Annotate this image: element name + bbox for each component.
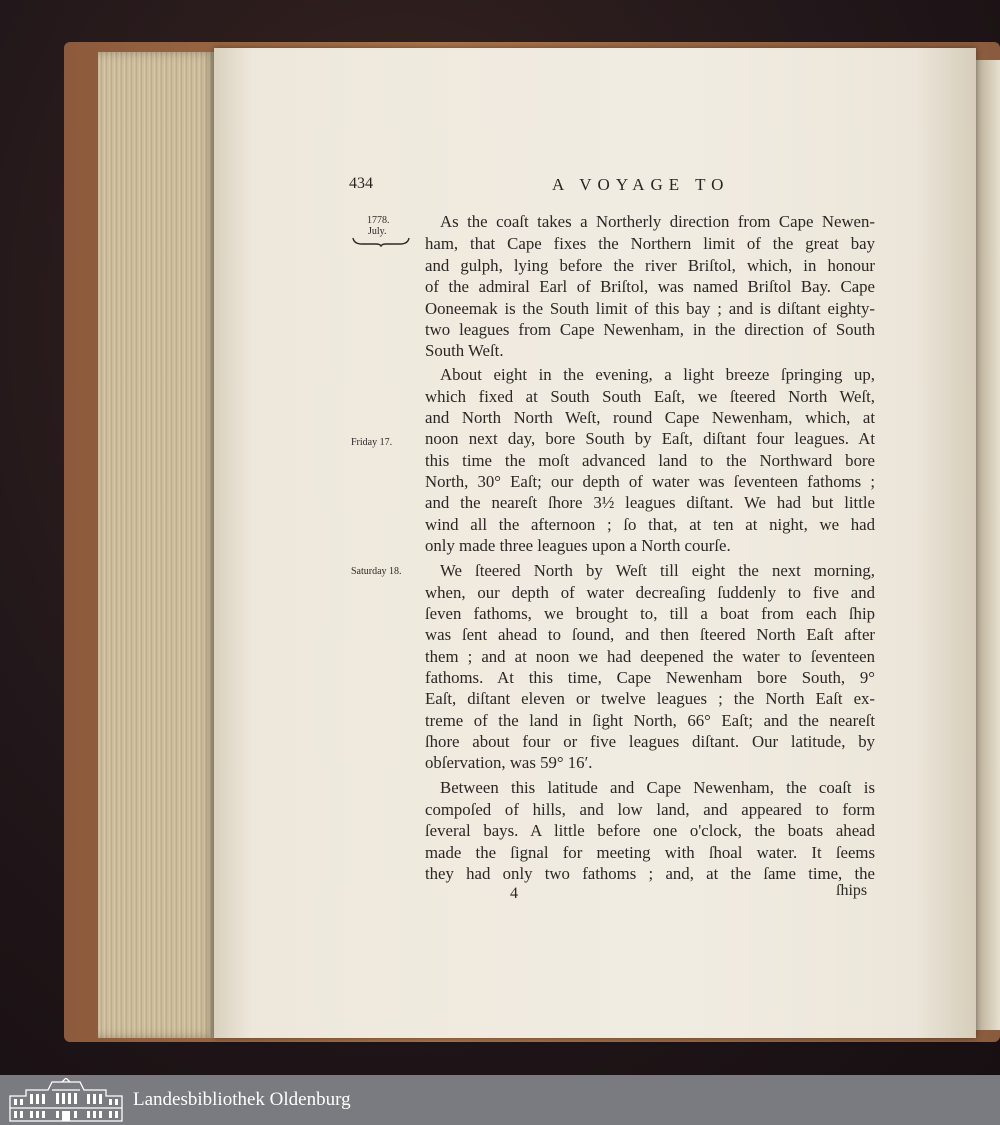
margin-month: July. [368, 226, 387, 237]
text-line: noon next day, bore South by Eaſt, diſtant four leagues. At [425, 429, 875, 448]
text-line: Ooneemak is the South limit of this bay ; and is diſtant eighty- [425, 299, 875, 318]
text-line: Eaſt, diſtant eleven or twelve leagues ; the North Eaſt ex- [425, 689, 875, 708]
library-footer [0, 1075, 1000, 1125]
text-line: when, our depth of water decreaſing ſuddenly to five and [425, 583, 875, 602]
margin-year: 1778. [367, 215, 390, 226]
text-line: ham, that Cape fixes the Northern limit of the great bay [425, 234, 875, 253]
library-building-icon [8, 1078, 124, 1122]
text-line: fathoms. At this time, Cape Newenham bore South, 9° [425, 668, 875, 687]
text-line: was ſent ahead to ſound, and then ſteered North Eaſt after [425, 625, 875, 644]
text-line: About eight in the evening, a light breeze ſpringing up, [440, 365, 875, 384]
running-title: A VOYAGE TO [552, 175, 730, 194]
margin-date-friday: Friday 17. [351, 437, 393, 448]
text-line: North, 30° Eaſt; our depth of water was ſeventeen fathoms ; [425, 472, 875, 491]
text-line: Between this latitude and Cape Newenham, the coaſt is [440, 778, 875, 797]
text-line: obſervation, was 59° 16′. [425, 753, 593, 772]
text-line: We ſteered North by Weſt till eight the next morning, [440, 561, 875, 580]
signature-mark: 4 [510, 885, 518, 902]
catchword: ſhips [836, 882, 868, 899]
text-line: ſeveral bays. A little before one o'clock, the boats ahead [425, 821, 875, 840]
text-line: they had only two fathoms ; and, at the ſame time, the [425, 864, 875, 883]
text-line: As the coaſt takes a Northerly direction from Cape Newen- [440, 212, 875, 231]
text-line: and North North Weſt, round Cape Newenham, which, at [425, 408, 875, 427]
page-header [349, 175, 879, 199]
text-line: treme of the land in ſight North, 66° Eaſt; and the neareſt [425, 711, 875, 730]
text-line: South Weſt. [425, 341, 504, 360]
text-line: this time the moſt advanced land to the Northward bore [425, 451, 875, 470]
page-number: 434 [349, 175, 373, 192]
text-line: which fixed at South South Eaſt, we ſteered North Weſt, [425, 387, 875, 406]
text-line: and gulph, lying before the river Briſtol, which, in honour [425, 256, 875, 275]
text-line: two leagues from Cape Newenham, in the direction of South [425, 320, 875, 339]
page-edges [98, 52, 216, 1038]
text-line: only made three leagues upon a North courſe. [425, 536, 731, 555]
text-line: made the ſignal for meeting with ſhoal water. It ſeems [425, 843, 875, 862]
text-line: ſhore about four or five leagues diſtant. Our latitude, by [425, 732, 875, 751]
text-line: compoſed of hills, and low land, and appeared to form [425, 800, 875, 819]
text-line: them ; and at noon we had deepened the water to ſeventeen [425, 647, 875, 666]
text-line: ſeven fathoms, we brought to, till a boat from each ſhip [425, 604, 875, 623]
margin-brace-icon [352, 237, 410, 247]
library-name: Landesbibliothek Oldenburg [133, 1089, 351, 1110]
text-line: wind all the afternoon ; ſo that, at ten at night, we had [425, 515, 875, 534]
facing-page-edge [976, 60, 1000, 1030]
text-line: of the admiral Earl of Briſtol, was named Briſtol Bay. Cape [425, 277, 875, 296]
text-line: and the neareſt ſhore 3½ leagues diſtant. We had but little [425, 493, 875, 512]
margin-date-saturday: Saturday 18. [351, 566, 402, 577]
